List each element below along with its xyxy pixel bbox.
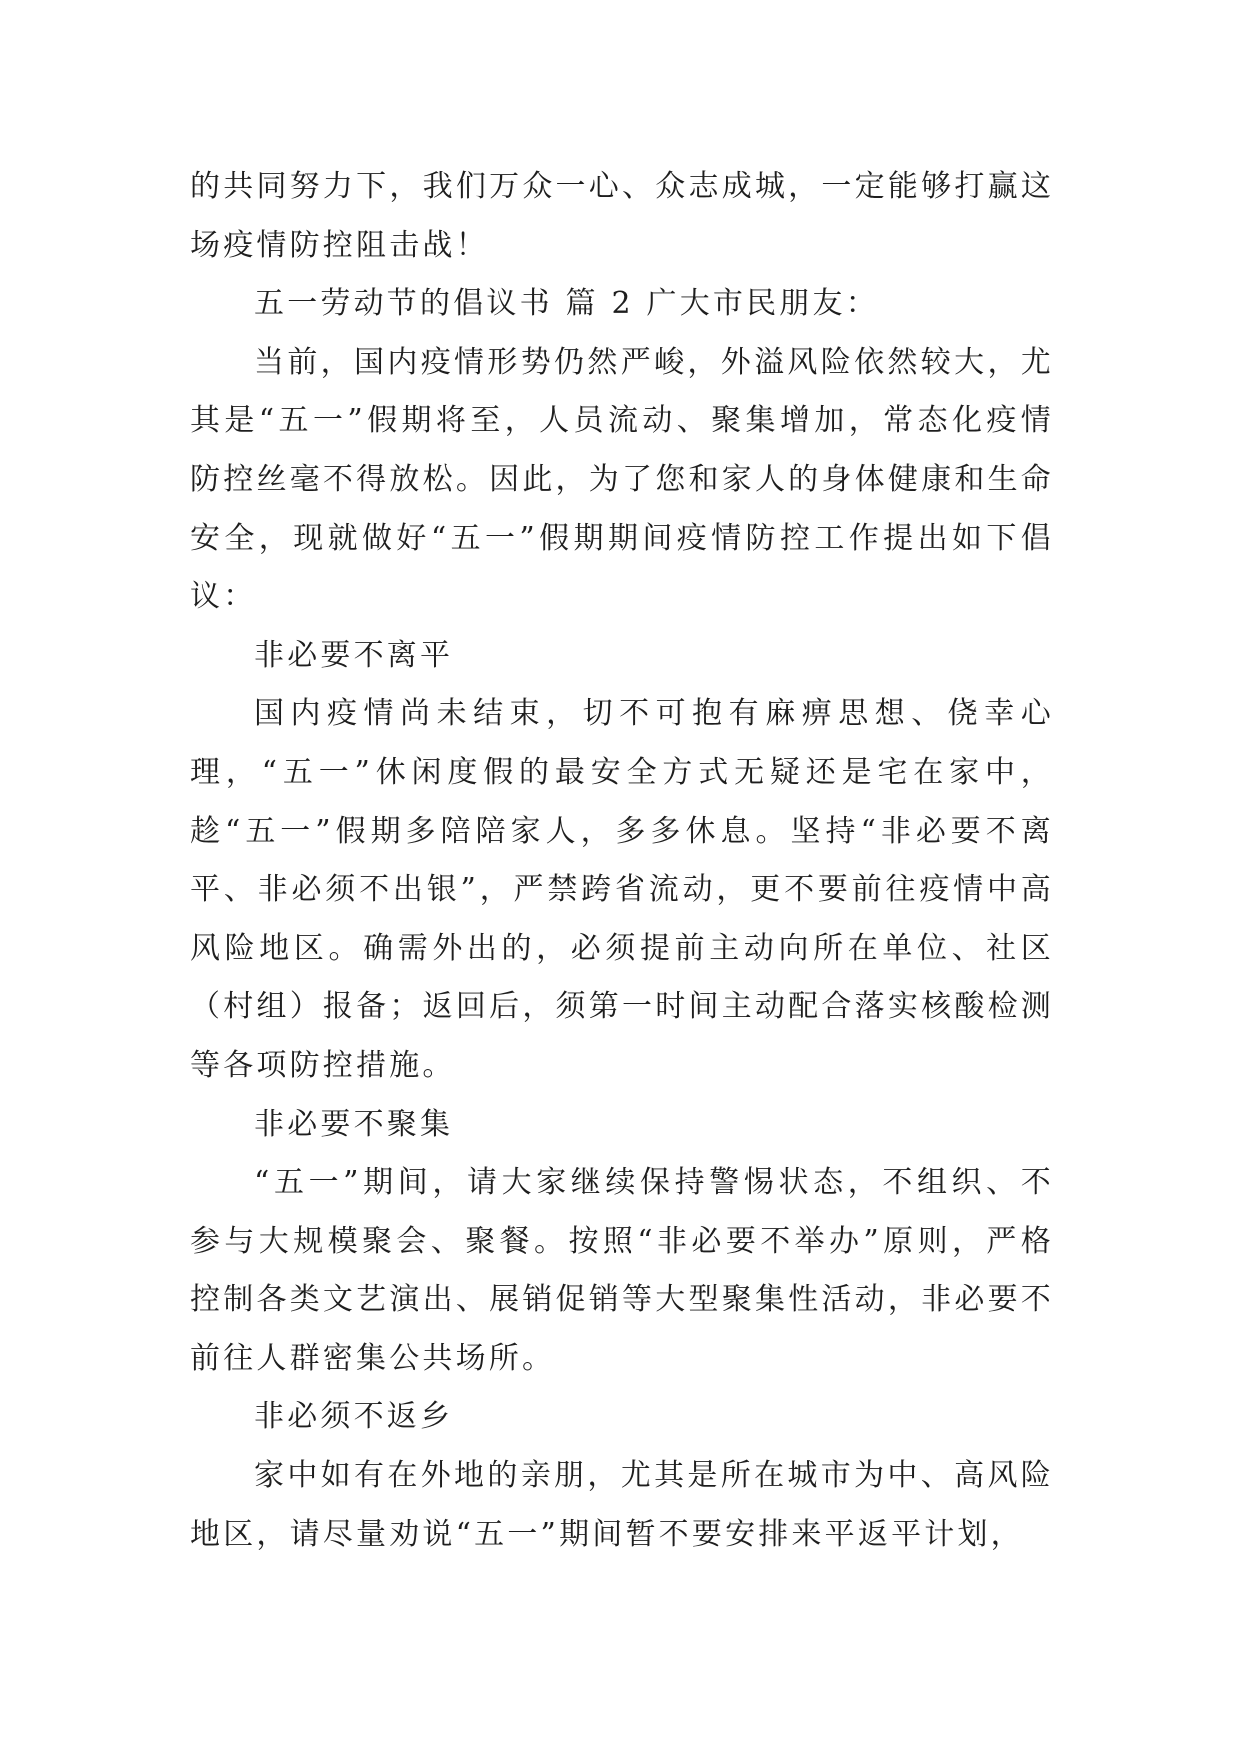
section-heading-no-gathering: 非必要不聚集 (254, 1106, 454, 1142)
document-body (190, 158, 1054, 1564)
paragraph-continuation: 的共同努力下，我们万众一心、众志成城，一定能够打赢这场疫情防控阻击战！ (190, 169, 1054, 263)
paragraph-title-greeting: 五一劳动节的倡议书 篇 2 广大市民朋友： (254, 286, 879, 322)
paragraph-no-leave: 国内疫情尚未结束，切不可抱有麻痹思想、侥幸心理，“五一”休闲度假的最安全方式无疑还是宅在家中，趁“五一”假期多陪陪家人，多多休息。坚持“非必要不离平、非必须不出银”，严禁跨省流动，更不要前往疫情中高风险地区。确需外出的，必须提前主动向所在单位、社区（村组）报备；返回后，须第一时间主动配合落实核酸检测等各项防控措施。 (190, 696, 1054, 1083)
paragraph-no-gathering: “五一”期间，请大家继续保持警惕状态，不组织、不参与大规模聚会、聚餐。按照“非必要不举办”原则，严格控制各类文艺演出、展销促销等大型聚集性活动，非必要不前往人群密集公共场所。 (190, 1165, 1054, 1376)
section-heading-no-return: 非必须不返乡 (254, 1399, 454, 1435)
paragraph-no-return: 家中如有在外地的亲朋，尤其是所在城市为中、高风险地区，请尽量劝说“五一”期间暂不要安排来平返平计划， (190, 1458, 1054, 1552)
section-heading-no-leave: 非必要不离平 (254, 637, 454, 673)
paragraph-intro: 当前，国内疫情形势仍然严峻，外溢风险依然较大，尤其是“五一”假期将至，人员流动、聚集增加，常态化疫情防控丝毫不得放松。因此，为了您和家人的身体健康和生命安全，现就做好“五一”假期期间疫情防控工作提出如下倡议： (190, 344, 1054, 615)
